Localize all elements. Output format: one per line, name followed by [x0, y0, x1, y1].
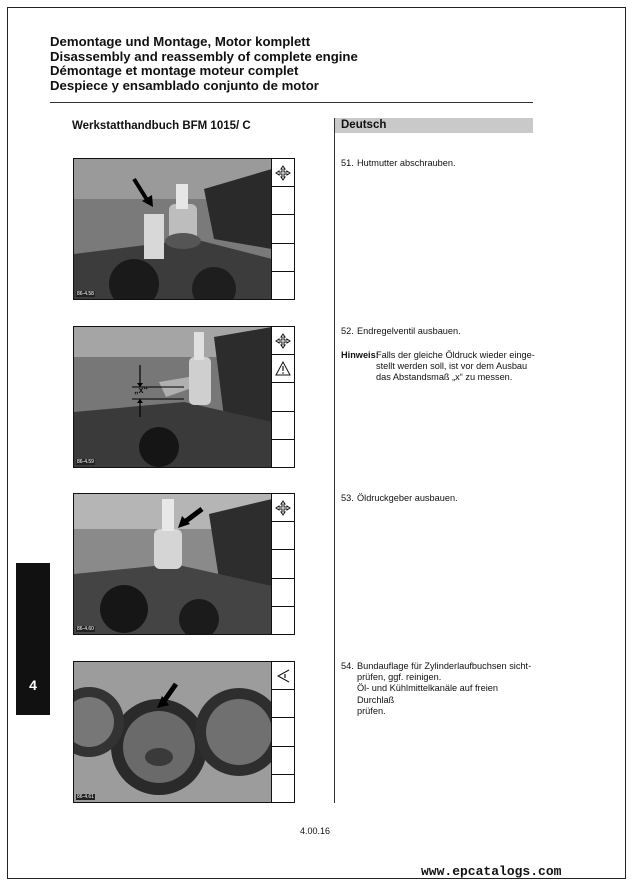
photo-code: 86-4.61 — [77, 794, 94, 800]
symbol-cell — [272, 775, 294, 802]
hint-label: Hinweis: — [341, 350, 379, 360]
step-number: 53. — [341, 493, 354, 503]
chapter-tab: 4 — [16, 563, 50, 715]
symbol-column — [271, 494, 294, 634]
hint-text: das Abstandsmaß „x“ zu messen. — [376, 372, 513, 383]
photo-code: 86-4.58 — [77, 291, 94, 297]
inspect-icon — [272, 662, 294, 690]
symbol-cell — [272, 550, 294, 578]
move-icon — [272, 327, 294, 355]
hint-text: stellt werden soll, ist vor dem Ausbau — [376, 361, 528, 372]
page-titles — [50, 35, 540, 93]
warning-icon — [272, 355, 294, 383]
symbol-cell — [272, 412, 294, 440]
engine-photo — [74, 327, 271, 467]
photo-step-53 — [73, 493, 295, 635]
step-text: prüfen, ggf. reinigen. — [357, 672, 442, 683]
symbol-cell — [272, 579, 294, 607]
step-text: Öldruckgeber ausbauen. — [357, 493, 458, 503]
column-divider — [334, 118, 335, 803]
symbol-cell — [272, 607, 294, 634]
engine-photo — [74, 662, 271, 802]
symbol-cell — [272, 187, 294, 215]
step-number: 54. — [341, 661, 354, 671]
symbol-cell — [272, 690, 294, 718]
engine-photo — [74, 494, 271, 634]
title-spanish: Despiece y ensamblado conjunto de motor — [50, 77, 319, 93]
title-divider — [50, 102, 533, 103]
symbol-cell — [272, 522, 294, 550]
step-text: Öl- und Kühlmittelkanäle auf freien Durchlaß — [357, 683, 498, 705]
manual-title: Werkstatthandbuch BFM 1015/ C — [72, 120, 251, 132]
step-53 — [341, 493, 536, 504]
title-german: Demontage und Montage, Motor komplett — [50, 34, 311, 49]
dimension-label: „x“ — [134, 385, 149, 395]
photo-code: 86-4.60 — [77, 626, 94, 632]
engine-photo — [74, 159, 271, 299]
symbol-cell — [272, 718, 294, 746]
symbol-cell — [272, 440, 294, 467]
hint-text: Falls der gleiche Öldruck wieder einge- — [376, 350, 535, 360]
symbol-column — [271, 159, 294, 299]
hint-note — [341, 350, 536, 384]
symbol-column — [271, 327, 294, 467]
photo-code: 86-4.59 — [77, 459, 94, 465]
symbol-cell — [272, 244, 294, 272]
title-french: Démontage et montage moteur complet — [50, 63, 299, 79]
language-header: Deutsch — [335, 118, 533, 133]
website-watermark[interactable]: www.epcatalogs.com — [421, 864, 562, 879]
page-number: 4.00.16 — [300, 826, 331, 836]
move-icon — [272, 159, 294, 187]
step-text: Endregelventil ausbauen. — [357, 326, 461, 336]
photo-step-51 — [73, 158, 295, 300]
move-icon — [272, 494, 294, 522]
step-number: 51. — [341, 158, 354, 168]
symbol-cell — [272, 747, 294, 775]
symbol-cell — [272, 383, 294, 411]
symbol-cell — [272, 215, 294, 243]
step-number: 52. — [341, 326, 354, 336]
symbol-column — [271, 662, 294, 802]
step-text: prüfen. — [357, 705, 386, 716]
step-54 — [341, 661, 536, 717]
step-51 — [341, 158, 536, 169]
photo-step-54 — [73, 661, 295, 803]
photo-step-52 — [73, 326, 295, 468]
step-text: Hutmutter abschrauben. — [357, 158, 456, 168]
symbol-cell — [272, 272, 294, 299]
title-english: Disassembly and reassembly of complete engine — [50, 48, 358, 64]
step-52 — [341, 326, 536, 337]
step-text: Bundauflage für Zylinderlaufbuchsen sicht- — [357, 661, 532, 671]
